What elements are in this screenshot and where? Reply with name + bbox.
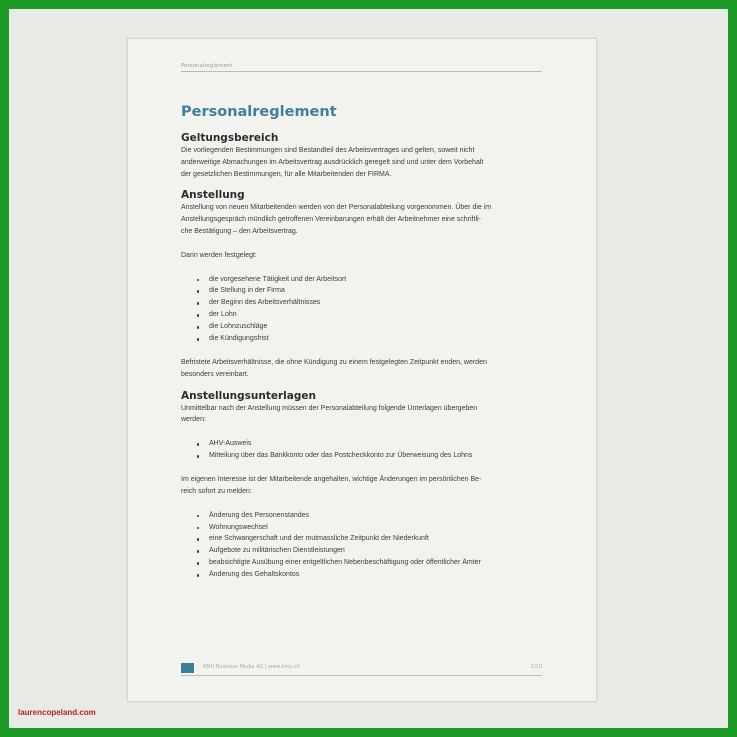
section-heading-unterlagen: Anstellungsunterlagen [181, 389, 316, 402]
paragraph-line: Darin werden festgelegt: [181, 251, 257, 259]
list-item: Mitteilung über das Bankkonto oder das Postcheckkonto zur Überweisung des Lohns [181, 450, 546, 462]
list-item: die Kündigungsfrist [181, 333, 546, 345]
paragraph-line: che Bestätigung – den Arbeitsvertrag. [181, 227, 298, 235]
document-page [127, 38, 597, 702]
list-item: der Beginn des Arbeitsverhältnisses [181, 297, 546, 309]
list-item: Wohnungswechsel [181, 522, 546, 534]
list-item: Änderung des Gehaltskontos [181, 569, 546, 581]
list-item: der Lohn [181, 309, 546, 321]
paragraph-line: Anstellung von neuen Mitarbeitenden werden von der Personalabteilung vorgenommen. Über die im [181, 204, 492, 212]
page-title: Personalreglement [181, 104, 337, 120]
list-item: Änderung des Personenstandes [181, 510, 546, 522]
paragraph-line: besonders vereinbart. [181, 370, 249, 378]
list-item: Aufgebote zu militärischen Dienstleistungen [181, 545, 546, 557]
paragraph-line: anderweitige Abmachungen im Arbeitsvertrag ausdrücklich geregelt sind und unter dem Vorbehalt [181, 158, 484, 166]
paragraph-line: Unmittelbar nach der Anstellung müssen der Personalabteilung folgende Unterlagen übergeben [181, 404, 478, 412]
paragraph-line: Befristete Arbeitsverhältnisse, die ohne Kündigung zu einem festgelegten Zeitpunkt enden, werden [181, 359, 487, 367]
watermark-url: laurencopeland.com [18, 708, 96, 717]
paragraph-line: Im eigenen Interesse ist der Mitarbeitende angehalten, wichtige Änderungen im persönlichen Be- [181, 476, 482, 484]
footer-logo [181, 663, 194, 673]
bullet-list [181, 274, 546, 345]
list-item: die Lohnzuschläge [181, 321, 546, 333]
list-item: die vorgesehene Tätigkeit und der Arbeitsort [181, 274, 546, 286]
paragraph-line: reich sofort zu melden: [181, 487, 252, 495]
section-heading-anstellung: Anstellung [181, 189, 245, 202]
list-item: beabsichtigte Ausübung einer entgeltlichen Nebenbeschäftigung oder öffentlicher Ämter [181, 557, 546, 569]
bullet-list [181, 438, 546, 462]
page-content [181, 103, 546, 581]
section-heading-geltung: Geltungsbereich [181, 132, 279, 144]
page-number: 1/10 [530, 664, 542, 670]
paragraph-line: Anstellungsgespräch mündlich getroffenen Vereinbarungen erhält der Arbeitnehmer eine schriftli- [181, 216, 481, 224]
page-footer [181, 663, 542, 676]
list-item: die Stellung in der Firma [181, 285, 546, 297]
bullet-list [181, 510, 546, 581]
footer-text: KMU Business Media AG | www.kmu.ch [203, 664, 300, 670]
paragraph-line: werden: [181, 416, 206, 424]
list-item: eine Schwangerschaft und der mutmassliche Zeitpunkt der Niederkunft [181, 533, 546, 545]
running-head: Personalreglement [181, 63, 542, 72]
paragraph-line: der gesetzlichen Bestimmungen, für alle Mitarbeitenden der FIRMA. [181, 170, 392, 178]
list-item: AHV-Ausweis [181, 438, 546, 450]
paragraph-line: Die vorliegenden Bestimmungen sind Bestandteil des Arbeitsvertrages und gelten, soweit nicht [181, 147, 475, 154]
